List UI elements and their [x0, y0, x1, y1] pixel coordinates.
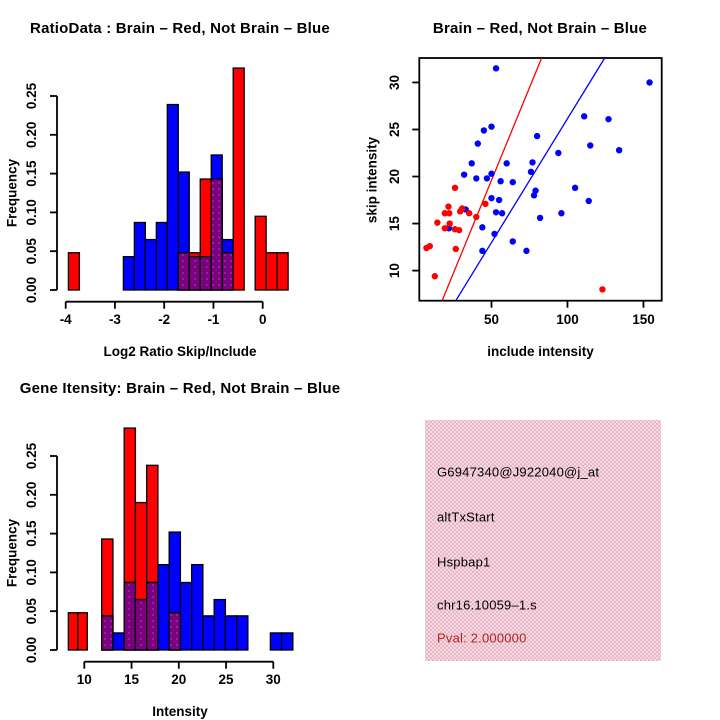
y-tick-label: 0.10 — [24, 559, 39, 586]
scatter-point-red — [482, 201, 488, 207]
panel-intensity-scatter — [360, 0, 720, 360]
ratio-histogram-xlabel: Log2 Ratio Skip/Include — [103, 344, 257, 359]
hist-bar-overlap — [124, 582, 135, 650]
x-tick-label: 100 — [556, 312, 579, 327]
ratio-histogram-ylabel: Frequency — [4, 158, 20, 228]
hist-bar-overlap — [200, 257, 211, 290]
scatter-point-blue — [587, 142, 593, 148]
x-tick-label: 50 — [483, 312, 500, 327]
y-tick-label: 0.25 — [24, 442, 39, 470]
scatter-point-red — [599, 286, 605, 292]
scatter-point-blue — [528, 169, 534, 175]
hist-bar-overlap — [169, 613, 180, 650]
hist-bar-blue — [214, 600, 225, 650]
x-tick-label: 25 — [218, 672, 234, 687]
hist-bar-blue — [158, 565, 169, 650]
scatter-point-red — [446, 210, 452, 216]
scatter-point-blue — [523, 248, 529, 254]
x-tick-label: 30 — [265, 672, 281, 687]
hist-bar-red — [68, 253, 79, 290]
hist-bar-overlap — [222, 253, 233, 290]
scatter-point-blue — [473, 175, 479, 181]
scatter-point-blue — [484, 175, 490, 181]
gene-intensity-histogram-plot — [0, 360, 360, 720]
scatter-point-blue — [531, 192, 537, 198]
x-tick-label: 15 — [124, 672, 140, 687]
scatter-title: Brain – Red, Not Brain – Blue — [432, 20, 648, 37]
scatter-point-red — [473, 214, 479, 220]
scatter-point-blue — [497, 178, 503, 184]
y-tick-label: 0.10 — [24, 199, 39, 226]
y-tick-label: 0.00 — [24, 276, 39, 304]
scatter-point-blue — [605, 116, 611, 122]
hist-bar-red — [266, 253, 277, 290]
hist-bar-blue — [237, 616, 248, 650]
scatter-point-red — [457, 208, 463, 214]
hist-bar-blue — [167, 105, 178, 290]
y-tick-label: 0.20 — [24, 121, 39, 148]
y-tick-label: 0.20 — [24, 481, 39, 508]
hist-bar-blue — [282, 633, 293, 650]
scatter-point-blue — [534, 133, 540, 139]
scatter-point-blue — [510, 238, 516, 244]
x-tick-label: 0 — [258, 312, 267, 327]
hist-bar-overlap — [211, 179, 222, 290]
scatter-point-red — [466, 210, 472, 216]
x-tick-label: -1 — [207, 312, 220, 327]
scatter-point-red — [445, 203, 451, 209]
event-type-text: altTxStart — [437, 509, 495, 525]
x-tick-label: 20 — [171, 672, 187, 687]
probe-id-text: G6947340@J922040@j_at — [437, 464, 600, 480]
scatter-xlabel: include intensity — [487, 344, 594, 359]
fit-line-red — [442, 58, 542, 301]
y-tick-label: 30 — [387, 74, 402, 90]
y-tick-label: 10 — [387, 263, 402, 279]
scatter-point-blue — [510, 179, 516, 185]
scatter-point-blue — [503, 160, 509, 166]
pval-text: Pval: 2.000000 — [437, 630, 527, 646]
scatter-point-red — [442, 225, 448, 231]
y-tick-label: 0.15 — [24, 520, 39, 547]
gene-histogram-title: Gene Itensity: Brain – Red, Not Brain – Blue — [19, 380, 341, 397]
scatter-point-blue — [479, 248, 485, 254]
scatter-ylabel: skip intensity — [364, 136, 380, 224]
scatter-point-blue — [461, 171, 467, 177]
scatter-point-blue — [529, 159, 535, 165]
panel-ratio-histogram — [0, 0, 360, 360]
hist-bar-blue — [156, 222, 167, 290]
scatter-point-red — [434, 219, 440, 225]
scatter-point-blue — [646, 79, 652, 85]
y-tick-label: 0.00 — [24, 636, 39, 664]
scatter-point-blue — [469, 160, 475, 166]
scatter-point-blue — [493, 65, 499, 71]
hist-bar-overlap — [178, 253, 189, 290]
scatter-point-blue — [488, 195, 494, 201]
intensity-scatter-plot — [360, 0, 720, 360]
hist-bar-red — [78, 613, 88, 650]
scatter-point-blue — [537, 215, 543, 221]
hist-bar-blue — [270, 633, 281, 650]
y-tick-label: 20 — [387, 169, 402, 185]
hist-bar-overlap — [147, 582, 158, 650]
hist-bar-overlap — [189, 257, 200, 290]
hist-bar-blue — [180, 582, 191, 650]
ratio-histogram-title: RatioData : Brain – Red, Not Brain – Blue — [30, 20, 330, 37]
scatter-point-blue — [481, 127, 487, 133]
x-tick-label: -4 — [59, 312, 72, 327]
scatter-point-blue — [616, 147, 622, 153]
scatter-point-blue — [581, 113, 587, 119]
hist-bar-blue — [225, 616, 236, 650]
y-tick-label: 0.25 — [24, 82, 39, 110]
scatter-point-blue — [491, 231, 497, 237]
y-tick-label: 0.05 — [24, 238, 39, 265]
y-tick-label: 25 — [387, 121, 402, 138]
scatter-point-blue — [572, 185, 578, 191]
hist-bar-blue — [113, 633, 124, 650]
gene-info-panel — [425, 420, 661, 661]
ratio-histogram-plot — [0, 0, 360, 360]
hist-bar-blue — [145, 240, 156, 290]
scatter-point-blue — [558, 210, 564, 216]
location-text: chr16.10059–1.s — [437, 597, 537, 613]
x-tick-label: -3 — [108, 312, 121, 327]
x-tick-label: 10 — [76, 672, 92, 687]
scatter-point-blue — [488, 171, 494, 177]
scatter-point-blue — [488, 123, 494, 129]
hist-bar-blue — [203, 616, 214, 650]
hist-bar-red — [277, 253, 288, 290]
scatter-point-red — [423, 245, 429, 251]
scatter-point-blue — [499, 210, 505, 216]
panel-gene-intensity-histogram — [0, 360, 360, 720]
scatter-point-red — [453, 246, 459, 252]
scatter-point-blue — [493, 209, 499, 215]
hist-bar-blue — [134, 222, 145, 290]
scatter-point-blue — [479, 224, 485, 230]
hist-bar-overlap — [102, 616, 113, 650]
hist-bar-red — [68, 613, 77, 650]
scatter-point-blue — [586, 198, 592, 204]
gene-histogram-xlabel: Intensity — [152, 704, 208, 719]
scatter-point-red — [446, 220, 452, 226]
scatter-point-blue — [475, 140, 481, 146]
hist-bar-blue — [192, 565, 203, 650]
scatter-point-red — [452, 185, 458, 191]
hist-bar-blue — [123, 257, 134, 290]
hist-bar-red — [255, 216, 266, 290]
y-tick-label: 0.15 — [24, 160, 39, 187]
scatter-point-blue — [496, 197, 502, 203]
y-tick-label: 15 — [387, 216, 402, 232]
gene-name-text: Hspbap1 — [437, 554, 491, 570]
scatter-point-red — [456, 227, 462, 233]
x-tick-label: -2 — [158, 312, 171, 327]
x-tick-label: 150 — [632, 312, 655, 327]
scatter-point-red — [432, 273, 438, 279]
gene-histogram-ylabel: Frequency — [4, 518, 20, 588]
y-tick-label: 0.05 — [24, 598, 39, 625]
hist-bar-overlap — [135, 600, 146, 650]
hist-bar-red — [233, 68, 244, 290]
plot-box — [419, 58, 661, 301]
scatter-point-blue — [555, 150, 561, 156]
